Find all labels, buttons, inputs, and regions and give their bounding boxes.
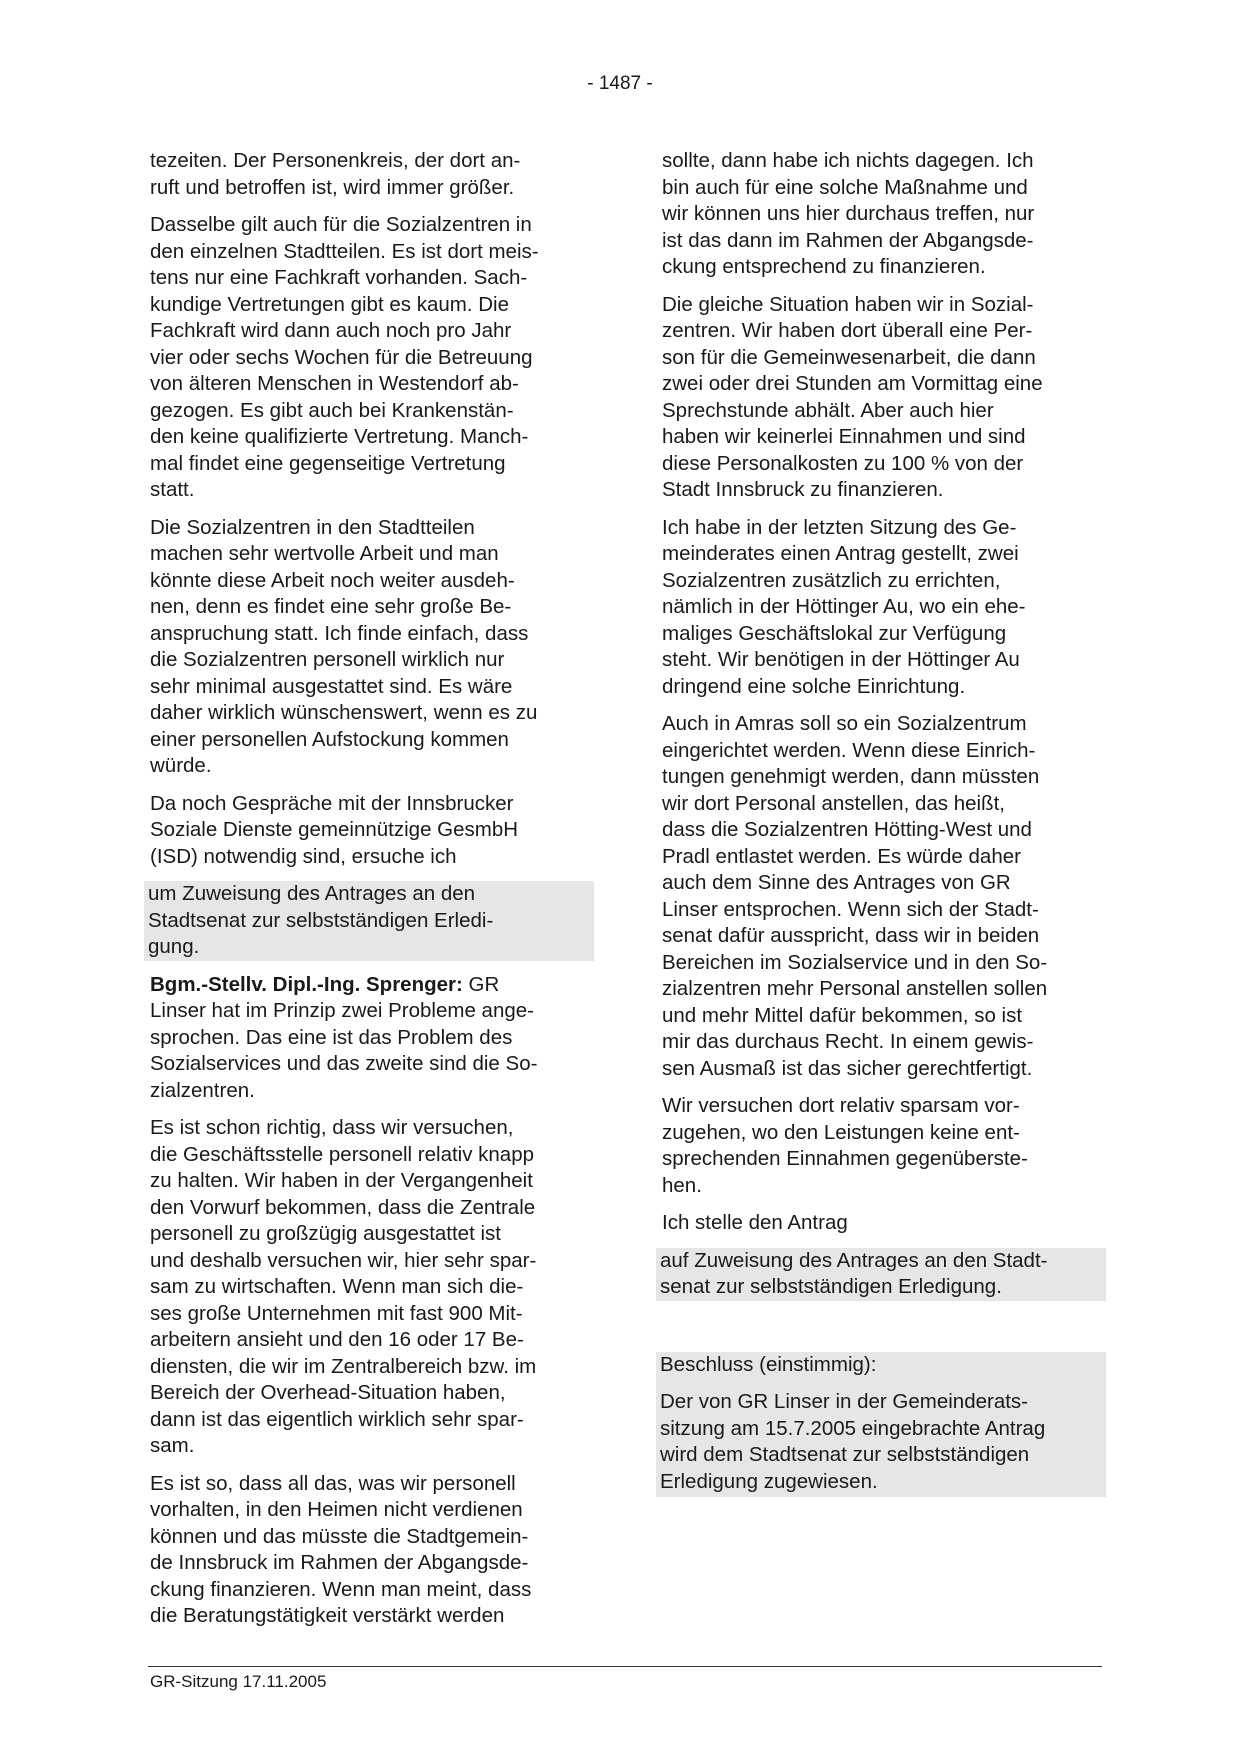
footer-session-date: GR-Sitzung 17.11.2005 xyxy=(150,1672,327,1691)
footer-divider xyxy=(148,1666,1102,1667)
paragraph: Wir versuchen dort relativ sparsam vor- zugehen, wo den Leistungen keine ent- sprechenden Einnahmen gegenüberste- hen. xyxy=(662,1094,1028,1197)
speaker-paragraph xyxy=(148,972,590,1105)
left-column xyxy=(148,148,590,1641)
resolution-heading: Beschluss (einstimmig): xyxy=(656,1352,1106,1385)
paragraph: Dasselbe gilt auch für die Sozialzentren in den einzelnen Stadtteilen. Es ist dort meis- tens nur eine Fachkraft vorhanden. Sach- kundige Vertretungen gibt es kaum. Die Fachkraft wird dann auch noch pro Jahr vier oder sechs Wochen für die Betreuung von älteren Menschen in Westendorf ab- gezogen. Es gibt auch bei Krankenstän- den keine qualifizierte Vertretung. Manch- mal findet eine gegenseitige Vertretung statt. xyxy=(150,213,539,501)
speaker-name: Bgm.-Stellv. Dipl.-Ing. Sprenger: xyxy=(150,972,463,996)
paragraph: Die gleiche Situation haben wir in Sozial- zentren. Wir haben dort überall eine Per- son für die Gemeinwesenarbeit, die dann zwei oder drei Stunden am Vormittag eine Sprechstunde abhält. Aber auch hier haben wir keinerlei Einnahmen und sind diese Personalkosten zu 100 % von der Stadt Innsbruck zu finanzieren. xyxy=(662,292,1043,501)
motion-request-shaded: um Zuweisung des Antrages an den Stadtsenat zur selbstständigen Erledi- gung. xyxy=(144,881,594,961)
paragraph: Auch in Amras soll so ein Sozialzentrum eingerichtet werden. Wenn diese Einrich- tungen genehmigt werden, dann müssten wir dort Personal anstellen, das heißt, dass die Sozialzentren Hötting-West und Pradl entlastet werden. Es würde daher auch dem Sinne des Antrages von GR Linser entsprochen. Wenn sich der Stadt- senat dafür ausspricht, dass wir in beiden Bereichen im Sozialservice und in den So- zialzentren mehr Personal anstellen sollen und mehr Mittel dafür bekommen, so ist mir das durchaus Recht. In einem gewis- sen Ausmaß ist das sicher gerechtfertigt. xyxy=(662,712,1048,1080)
paragraph: tezeiten. Der Personenkreis, der dort an- ruft und betroffen ist, wird immer größer. xyxy=(150,149,521,199)
paragraph: Ich stelle den Antrag xyxy=(662,1211,848,1234)
page-number: - 1487 - xyxy=(587,73,653,94)
paragraph: Es ist schon richtig, dass wir versuchen, die Geschäftsstelle personell relativ knapp zu halten. Wir haben in der Vergangenheit den Vorwurf bekommen, dass die Zentrale personell zu großzügig ausgestattet ist und deshalb versuchen wir, hier sehr spar- sam zu wirtschaften. Wenn man sich die- ses große Unternehmen mit fast 900 Mit- arbeitern ansieht und den 16 oder 17 Be- diensten, die wir im Zentralbereich bzw. im Bereich der Overhead-Situation haben, dann ist das eigentlich wirklich sehr spar- sam. xyxy=(150,1116,537,1457)
paragraph: Ich habe in der letzten Sitzung des Ge- meinderates einen Antrag gestellt, zwei Sozialzentren zusätzlich zu errichten, nämlich in der Höttinger Au, wo ein ehe- maliges Geschäftslokal zur Verfügung steht. Wir benötigen in der Höttinger Au dringend eine solche Einrichtung. xyxy=(662,515,1026,698)
right-column xyxy=(660,148,1102,1508)
motion-request-shaded: auf Zuweisung des Antrages an den Stadt- senat zur selbstständigen Erledigung. xyxy=(656,1248,1106,1301)
paragraph: Es ist so, dass all das, was wir personell vorhalten, in den Heimen nicht verdienen können und das müsste die Stadtgemein- de Innsbruck im Rahmen der Abgangsde- ckung finanzieren. Wenn man meint, dass die Beratungstätigkeit verstärkt werden xyxy=(150,1471,532,1627)
spacer xyxy=(660,1312,1102,1352)
paragraph: Die Sozialzentren in den Stadtteilen machen sehr wertvolle Arbeit und man könnte diese Arbeit noch weiter ausdeh- nen, denn es findet eine sehr große Be- anspruchung statt. Ich finde einfach, dass die Sozialzentren personell wirklich nur sehr minimal ausgestattet sind. Es wäre daher wirklich wünschenswert, wenn es zu einer personellen Aufstockung kommen würde. xyxy=(150,515,538,777)
paragraph: Da noch Gespräche mit der Innsbrucker Soziale Dienste gemeinnützige GesmbH (ISD) notwendig sind, ersuche ich xyxy=(150,791,519,868)
resolution-text: Der von GR Linser in der Gemeinderats- sitzung am 15.7.2005 eingebrachte Antrag wird dem Stadtsenat zur selbstständigen Erledigung zugewiesen. xyxy=(656,1384,1106,1497)
paragraph: sollte, dann habe ich nichts dagegen. Ich bin auch für eine solche Maßnahme und wir können uns hier durchaus treffen, nur ist das dann im Rahmen der Abgangsde- ckung entsprechend zu finanzieren. xyxy=(662,149,1035,278)
speaker-text: GR Linser hat im Prinzip zwei Probleme ange- sprochen. Das eine ist das Problem des Sozialservices und das zweite sind die So- zialzentren. xyxy=(150,972,538,1102)
